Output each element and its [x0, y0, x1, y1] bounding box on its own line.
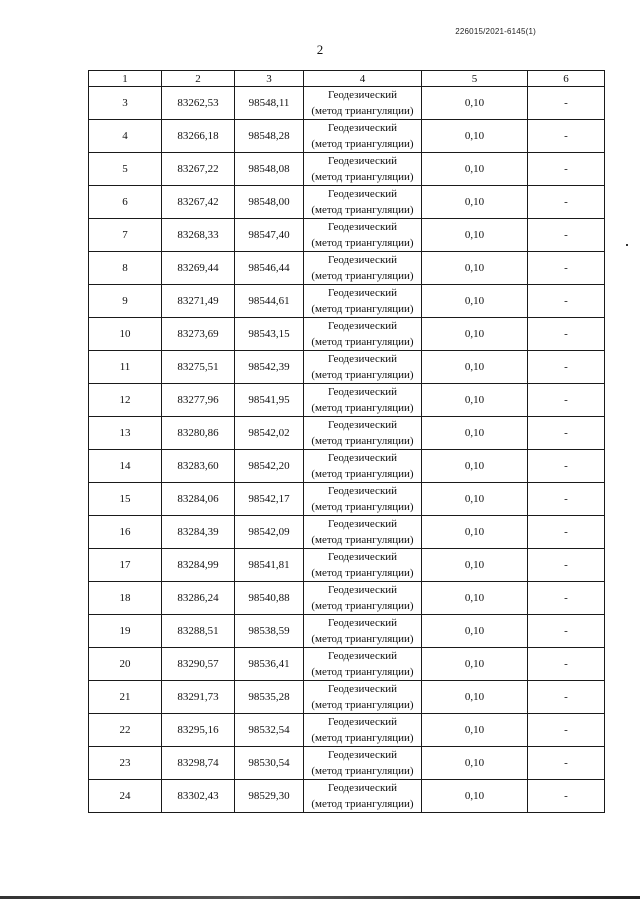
y-coordinate-cell: 98543,15	[235, 318, 304, 351]
y-coordinate-cell: 98542,02	[235, 417, 304, 450]
method-line-2: (метод триангуляции)	[311, 369, 414, 381]
coordinates-table	[88, 70, 605, 813]
method-line-1: Геодезический	[327, 386, 398, 398]
method-cell	[304, 549, 422, 582]
x-coordinate-cell: 83277,96	[162, 384, 235, 417]
method-line-2: (метод триангуляции)	[311, 666, 414, 678]
accuracy-cell: 0,10	[422, 714, 528, 747]
method-line-1: Геодезический	[327, 617, 398, 629]
method-cell	[304, 780, 422, 813]
table-row	[89, 483, 605, 516]
note-cell: -	[528, 780, 605, 813]
method-line-2: (метод триангуляции)	[311, 270, 414, 282]
method-line-1: Геодезический	[327, 452, 398, 464]
point-number-cell: 20	[89, 648, 162, 681]
point-number-cell: 22	[89, 714, 162, 747]
note-cell: -	[528, 318, 605, 351]
table-row	[89, 219, 605, 252]
point-number-cell: 4	[89, 120, 162, 153]
y-coordinate-cell: 98547,40	[235, 219, 304, 252]
x-coordinate-cell: 83284,06	[162, 483, 235, 516]
method-line-2: (метод триангуляции)	[311, 534, 414, 546]
table-row	[89, 648, 605, 681]
table-row	[89, 549, 605, 582]
table-row	[89, 615, 605, 648]
y-coordinate-cell: 98540,88	[235, 582, 304, 615]
method-line-2: (метод триангуляции)	[311, 171, 414, 183]
method-line-2: (метод триангуляции)	[311, 435, 414, 447]
table-row	[89, 87, 605, 120]
x-coordinate-cell: 83269,44	[162, 252, 235, 285]
y-coordinate-cell: 98538,59	[235, 615, 304, 648]
method-line-2: (метод триангуляции)	[311, 633, 414, 645]
method-cell	[304, 186, 422, 219]
note-cell: -	[528, 714, 605, 747]
method-cell	[304, 120, 422, 153]
method-cell	[304, 285, 422, 318]
accuracy-cell: 0,10	[422, 549, 528, 582]
x-coordinate-cell: 83268,33	[162, 219, 235, 252]
method-line-1: Геодезический	[327, 749, 398, 761]
y-coordinate-cell: 98546,44	[235, 252, 304, 285]
note-cell: -	[528, 87, 605, 120]
table-row	[89, 714, 605, 747]
method-line-1: Геодезический	[327, 221, 398, 233]
x-coordinate-cell: 83283,60	[162, 450, 235, 483]
accuracy-cell: 0,10	[422, 681, 528, 714]
method-line-2: (метод триангуляции)	[311, 468, 414, 480]
column-header-6: 6	[528, 71, 605, 87]
note-cell: -	[528, 384, 605, 417]
scan-speck	[626, 244, 628, 246]
accuracy-cell: 0,10	[422, 153, 528, 186]
method-cell	[304, 351, 422, 384]
y-coordinate-cell: 98530,54	[235, 747, 304, 780]
column-header-2: 2	[162, 71, 235, 87]
column-header-4: 4	[304, 71, 422, 87]
accuracy-cell: 0,10	[422, 285, 528, 318]
y-coordinate-cell: 98544,61	[235, 285, 304, 318]
note-cell: -	[528, 351, 605, 384]
point-number-cell: 11	[89, 351, 162, 384]
y-coordinate-cell: 98542,20	[235, 450, 304, 483]
method-cell	[304, 747, 422, 780]
accuracy-cell: 0,10	[422, 417, 528, 450]
x-coordinate-cell: 83271,49	[162, 285, 235, 318]
x-coordinate-cell: 83288,51	[162, 615, 235, 648]
method-line-1: Геодезический	[327, 287, 398, 299]
point-number-cell: 12	[89, 384, 162, 417]
note-cell: -	[528, 186, 605, 219]
note-cell: -	[528, 681, 605, 714]
method-line-2: (метод триангуляции)	[311, 303, 414, 315]
accuracy-cell: 0,10	[422, 351, 528, 384]
point-number-cell: 16	[89, 516, 162, 549]
y-coordinate-cell: 98548,00	[235, 186, 304, 219]
method-line-1: Геодезический	[327, 89, 398, 101]
accuracy-cell: 0,10	[422, 747, 528, 780]
accuracy-cell: 0,10	[422, 648, 528, 681]
table-row	[89, 186, 605, 219]
table-row	[89, 450, 605, 483]
x-coordinate-cell: 83302,43	[162, 780, 235, 813]
accuracy-cell: 0,10	[422, 615, 528, 648]
note-cell: -	[528, 120, 605, 153]
method-line-2: (метод триангуляции)	[311, 732, 414, 744]
point-number-cell: 15	[89, 483, 162, 516]
point-number-cell: 19	[89, 615, 162, 648]
x-coordinate-cell: 83286,24	[162, 582, 235, 615]
table-row	[89, 153, 605, 186]
method-line-2: (метод триангуляции)	[311, 138, 414, 150]
method-line-2: (метод триангуляции)	[311, 204, 414, 216]
method-line-2: (метод триангуляции)	[311, 501, 414, 513]
table-row	[89, 747, 605, 780]
point-number-cell: 21	[89, 681, 162, 714]
accuracy-cell: 0,10	[422, 318, 528, 351]
table-body	[89, 87, 605, 813]
x-coordinate-cell: 83295,16	[162, 714, 235, 747]
point-number-cell: 6	[89, 186, 162, 219]
method-cell	[304, 318, 422, 351]
method-line-2: (метод триангуляции)	[311, 600, 414, 612]
table-row	[89, 516, 605, 549]
method-line-1: Геодезический	[327, 551, 398, 563]
accuracy-cell: 0,10	[422, 780, 528, 813]
note-cell: -	[528, 153, 605, 186]
bottom-scan-rule	[0, 896, 640, 899]
method-line-1: Геодезический	[327, 650, 398, 662]
x-coordinate-cell: 83284,39	[162, 516, 235, 549]
method-cell	[304, 648, 422, 681]
method-cell	[304, 417, 422, 450]
method-cell	[304, 615, 422, 648]
y-coordinate-cell: 98536,41	[235, 648, 304, 681]
table-row	[89, 582, 605, 615]
note-cell: -	[528, 450, 605, 483]
x-coordinate-cell: 83267,42	[162, 186, 235, 219]
accuracy-cell: 0,10	[422, 384, 528, 417]
note-cell: -	[528, 549, 605, 582]
method-line-2: (метод триангуляции)	[311, 765, 414, 777]
method-cell	[304, 219, 422, 252]
document-id: 226015/2021-6145(1)	[455, 27, 536, 36]
note-cell: -	[528, 648, 605, 681]
y-coordinate-cell: 98548,28	[235, 120, 304, 153]
method-line-2: (метод триангуляции)	[311, 798, 414, 810]
method-cell	[304, 252, 422, 285]
accuracy-cell: 0,10	[422, 219, 528, 252]
note-cell: -	[528, 285, 605, 318]
y-coordinate-cell: 98541,95	[235, 384, 304, 417]
y-coordinate-cell: 98532,54	[235, 714, 304, 747]
method-line-1: Геодезический	[327, 518, 398, 530]
point-number-cell: 23	[89, 747, 162, 780]
method-cell	[304, 384, 422, 417]
method-line-1: Геодезический	[327, 320, 398, 332]
y-coordinate-cell: 98542,39	[235, 351, 304, 384]
x-coordinate-cell: 83267,22	[162, 153, 235, 186]
accuracy-cell: 0,10	[422, 450, 528, 483]
note-cell: -	[528, 516, 605, 549]
note-cell: -	[528, 417, 605, 450]
y-coordinate-cell: 98535,28	[235, 681, 304, 714]
method-line-2: (метод триангуляции)	[311, 699, 414, 711]
method-line-1: Геодезический	[327, 419, 398, 431]
note-cell: -	[528, 252, 605, 285]
x-coordinate-cell: 83280,86	[162, 417, 235, 450]
y-coordinate-cell: 98541,81	[235, 549, 304, 582]
note-cell: -	[528, 615, 605, 648]
method-line-1: Геодезический	[327, 716, 398, 728]
method-cell	[304, 87, 422, 120]
point-number-cell: 18	[89, 582, 162, 615]
table-row	[89, 351, 605, 384]
method-line-2: (метод триангуляции)	[311, 336, 414, 348]
method-line-2: (метод триангуляции)	[311, 567, 414, 579]
method-line-1: Геодезический	[327, 188, 398, 200]
method-line-2: (метод триангуляции)	[311, 237, 414, 249]
table-row	[89, 417, 605, 450]
x-coordinate-cell: 83262,53	[162, 87, 235, 120]
point-number-cell: 5	[89, 153, 162, 186]
method-cell	[304, 582, 422, 615]
x-coordinate-cell: 83273,69	[162, 318, 235, 351]
point-number-cell: 3	[89, 87, 162, 120]
table-row	[89, 318, 605, 351]
table-header-row	[89, 71, 605, 87]
page-number: 2	[316, 42, 324, 57]
method-line-1: Геодезический	[327, 683, 398, 695]
y-coordinate-cell: 98542,17	[235, 483, 304, 516]
accuracy-cell: 0,10	[422, 87, 528, 120]
table-row	[89, 252, 605, 285]
method-line-1: Геодезический	[327, 485, 398, 497]
method-cell	[304, 681, 422, 714]
x-coordinate-cell: 83266,18	[162, 120, 235, 153]
method-cell	[304, 153, 422, 186]
table-row	[89, 384, 605, 417]
method-line-1: Геодезический	[327, 782, 398, 794]
method-line-1: Геодезический	[327, 122, 398, 134]
x-coordinate-cell: 83298,74	[162, 747, 235, 780]
method-cell	[304, 516, 422, 549]
x-coordinate-cell: 83284,99	[162, 549, 235, 582]
y-coordinate-cell: 98548,11	[235, 87, 304, 120]
method-line-1: Геодезический	[327, 353, 398, 365]
column-header-1: 1	[89, 71, 162, 87]
method-line-1: Геодезический	[327, 254, 398, 266]
method-line-1: Геодезический	[327, 155, 398, 167]
method-line-1: Геодезический	[327, 584, 398, 596]
y-coordinate-cell: 98529,30	[235, 780, 304, 813]
accuracy-cell: 0,10	[422, 483, 528, 516]
point-number-cell: 17	[89, 549, 162, 582]
method-line-2: (метод триангуляции)	[311, 402, 414, 414]
x-coordinate-cell: 83275,51	[162, 351, 235, 384]
table-row	[89, 780, 605, 813]
point-number-cell: 14	[89, 450, 162, 483]
method-cell	[304, 483, 422, 516]
note-cell: -	[528, 483, 605, 516]
method-cell	[304, 714, 422, 747]
point-number-cell: 9	[89, 285, 162, 318]
point-number-cell: 8	[89, 252, 162, 285]
x-coordinate-cell: 83290,57	[162, 648, 235, 681]
note-cell: -	[528, 582, 605, 615]
point-number-cell: 10	[89, 318, 162, 351]
accuracy-cell: 0,10	[422, 516, 528, 549]
table-row	[89, 285, 605, 318]
accuracy-cell: 0,10	[422, 252, 528, 285]
column-header-3: 3	[235, 71, 304, 87]
x-coordinate-cell: 83291,73	[162, 681, 235, 714]
column-header-5: 5	[422, 71, 528, 87]
accuracy-cell: 0,10	[422, 120, 528, 153]
accuracy-cell: 0,10	[422, 582, 528, 615]
point-number-cell: 24	[89, 780, 162, 813]
accuracy-cell: 0,10	[422, 186, 528, 219]
point-number-cell: 13	[89, 417, 162, 450]
table-row	[89, 681, 605, 714]
note-cell: -	[528, 747, 605, 780]
point-number-cell: 7	[89, 219, 162, 252]
method-line-2: (метод триангуляции)	[311, 105, 414, 117]
y-coordinate-cell: 98542,09	[235, 516, 304, 549]
note-cell: -	[528, 219, 605, 252]
y-coordinate-cell: 98548,08	[235, 153, 304, 186]
method-cell	[304, 450, 422, 483]
table-row	[89, 120, 605, 153]
